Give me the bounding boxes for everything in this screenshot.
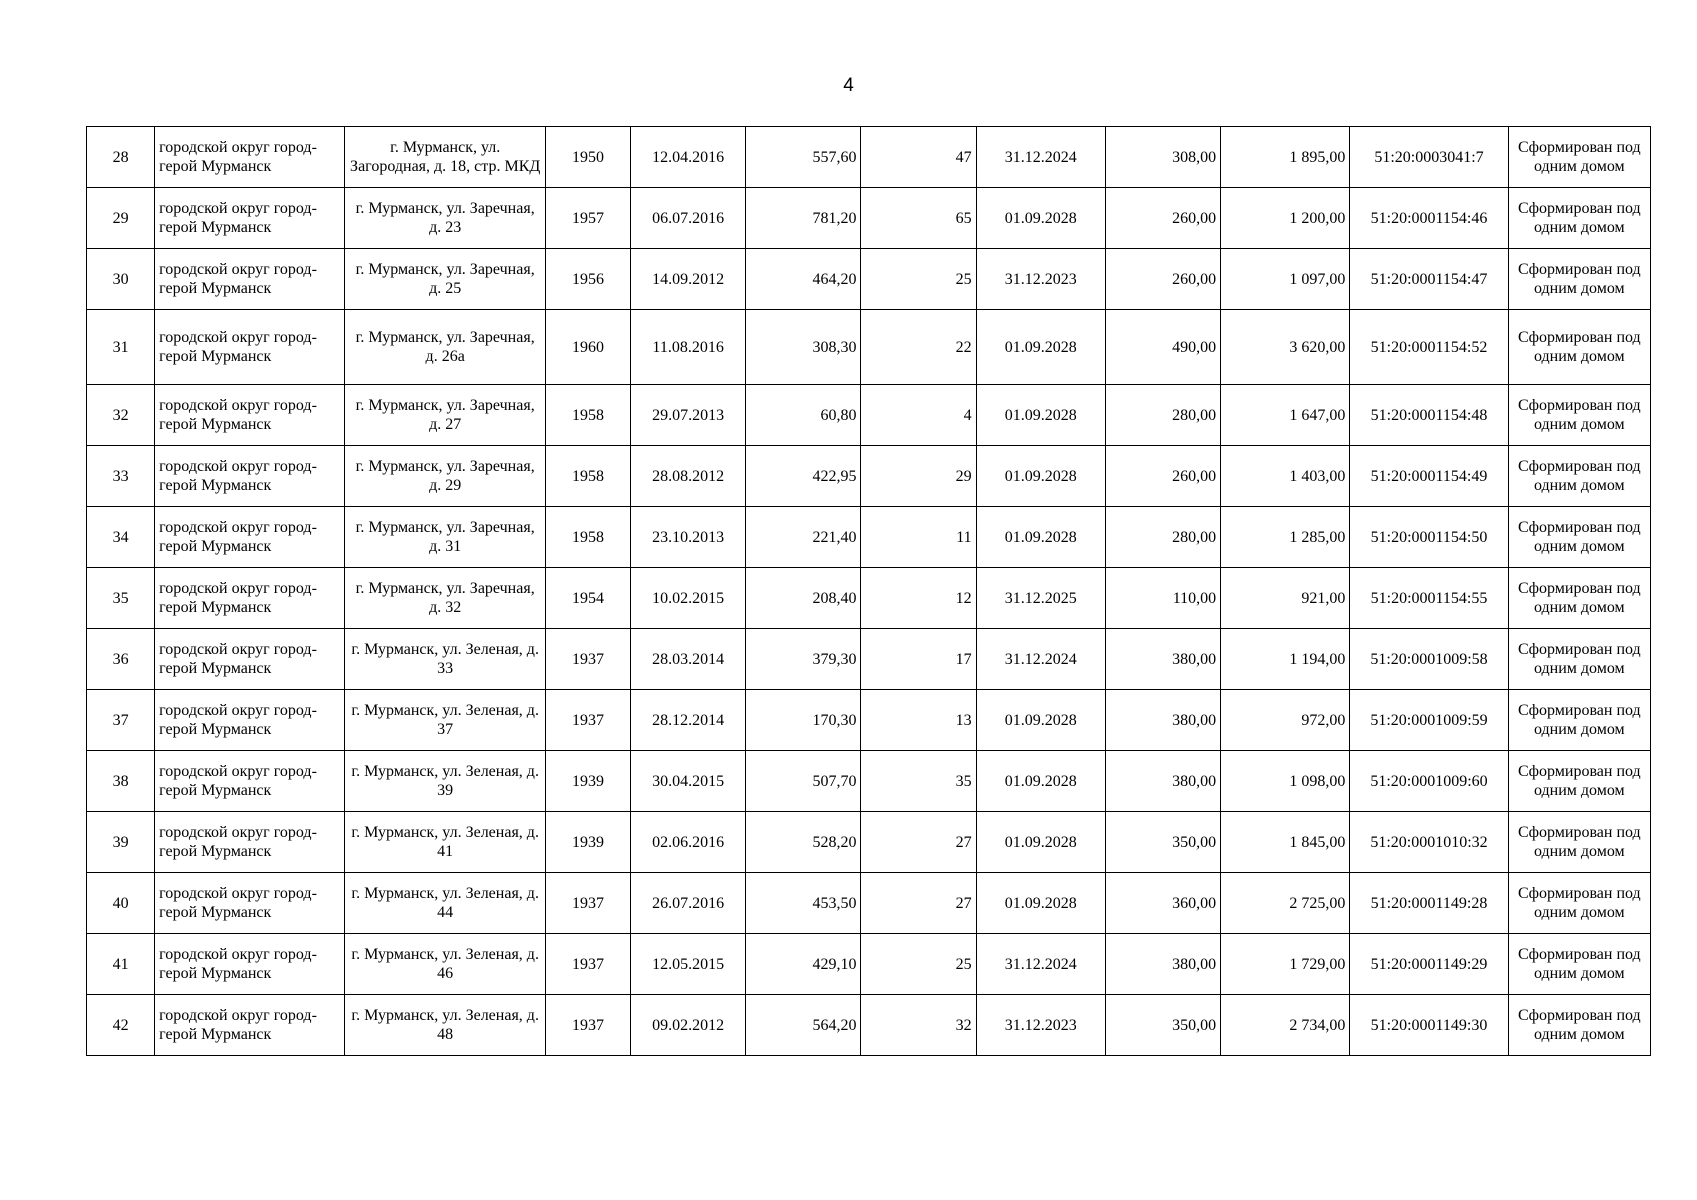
table-row [87, 629, 1651, 690]
residents-cell: 11 [861, 507, 976, 568]
area-cell: 60,80 [746, 385, 861, 446]
cadastral-number-cell: 51:20:0001154:50 [1350, 507, 1508, 568]
value2-cell: 2 725,00 [1221, 873, 1350, 934]
build-year-cell: 1956 [545, 249, 630, 310]
deadline-cell: 31.12.2023 [976, 249, 1105, 310]
area-cell: 429,10 [746, 934, 861, 995]
value2-cell: 1 845,00 [1221, 812, 1350, 873]
area-cell: 422,95 [746, 446, 861, 507]
deadline-cell: 01.09.2028 [976, 385, 1105, 446]
address-cell: г. Мурманск, ул. Заречная, д. 26а [345, 310, 545, 385]
area-cell: 453,50 [746, 873, 861, 934]
table-row [87, 446, 1651, 507]
status-cell: Сформирован под одним домом [1508, 127, 1650, 188]
date-cell: 12.05.2015 [631, 934, 746, 995]
date-cell: 10.02.2015 [631, 568, 746, 629]
status-cell: Сформирован под одним домом [1508, 751, 1650, 812]
municipality-cell: городской округ город-герой Мурманск [155, 568, 345, 629]
municipality-cell: городской округ город-герой Мурманск [155, 446, 345, 507]
residents-cell: 13 [861, 690, 976, 751]
value2-cell: 1 200,00 [1221, 188, 1350, 249]
table-row [87, 568, 1651, 629]
value1-cell: 350,00 [1105, 995, 1220, 1056]
row-number-cell: 32 [87, 385, 155, 446]
table-row [87, 995, 1651, 1056]
row-number-cell: 41 [87, 934, 155, 995]
value1-cell: 350,00 [1105, 812, 1220, 873]
area-cell: 464,20 [746, 249, 861, 310]
status-cell: Сформирован под одним домом [1508, 385, 1650, 446]
deadline-cell: 01.09.2028 [976, 873, 1105, 934]
area-cell: 379,30 [746, 629, 861, 690]
status-cell: Сформирован под одним домом [1508, 568, 1650, 629]
address-cell: г. Мурманск, ул. Зеленая, д. 41 [345, 812, 545, 873]
date-cell: 30.04.2015 [631, 751, 746, 812]
municipality-cell: городской округ город-герой Мурманск [155, 127, 345, 188]
municipality-cell: городской округ город-герой Мурманск [155, 690, 345, 751]
value1-cell: 110,00 [1105, 568, 1220, 629]
cadastral-number-cell: 51:20:0001154:46 [1350, 188, 1508, 249]
date-cell: 09.02.2012 [631, 995, 746, 1056]
date-cell: 02.06.2016 [631, 812, 746, 873]
value1-cell: 490,00 [1105, 310, 1220, 385]
cadastral-number-cell: 51:20:0001010:32 [1350, 812, 1508, 873]
residents-cell: 22 [861, 310, 976, 385]
deadline-cell: 01.09.2028 [976, 751, 1105, 812]
municipality-cell: городской округ город-герой Мурманск [155, 310, 345, 385]
value2-cell: 1 729,00 [1221, 934, 1350, 995]
municipality-cell: городской округ город-герой Мурманск [155, 188, 345, 249]
build-year-cell: 1950 [545, 127, 630, 188]
date-cell: 23.10.2013 [631, 507, 746, 568]
table-row [87, 310, 1651, 385]
address-cell: г. Мурманск, ул. Заречная, д. 31 [345, 507, 545, 568]
status-cell: Сформирован под одним домом [1508, 310, 1650, 385]
area-cell: 564,20 [746, 995, 861, 1056]
table-row [87, 873, 1651, 934]
address-cell: г. Мурманск, ул. Загородная, д. 18, стр. МКД [345, 127, 545, 188]
status-cell: Сформирован под одним домом [1508, 812, 1650, 873]
date-cell: 28.03.2014 [631, 629, 746, 690]
row-number-cell: 36 [87, 629, 155, 690]
build-year-cell: 1937 [545, 873, 630, 934]
table-row [87, 507, 1651, 568]
table-row [87, 127, 1651, 188]
status-cell: Сформирован под одним домом [1508, 507, 1650, 568]
residents-cell: 12 [861, 568, 976, 629]
status-cell: Сформирован под одним домом [1508, 249, 1650, 310]
value2-cell: 1 285,00 [1221, 507, 1350, 568]
row-number-cell: 39 [87, 812, 155, 873]
date-cell: 28.12.2014 [631, 690, 746, 751]
area-cell: 221,40 [746, 507, 861, 568]
value1-cell: 260,00 [1105, 249, 1220, 310]
value2-cell: 2 734,00 [1221, 995, 1350, 1056]
build-year-cell: 1937 [545, 629, 630, 690]
value1-cell: 260,00 [1105, 188, 1220, 249]
date-cell: 29.07.2013 [631, 385, 746, 446]
value1-cell: 380,00 [1105, 934, 1220, 995]
value1-cell: 280,00 [1105, 385, 1220, 446]
table-row [87, 690, 1651, 751]
deadline-cell: 01.09.2028 [976, 310, 1105, 385]
row-number-cell: 29 [87, 188, 155, 249]
status-cell: Сформирован под одним домом [1508, 629, 1650, 690]
residents-cell: 35 [861, 751, 976, 812]
build-year-cell: 1958 [545, 446, 630, 507]
cadastral-number-cell: 51:20:0001149:30 [1350, 995, 1508, 1056]
cadastral-number-cell: 51:20:0001149:29 [1350, 934, 1508, 995]
value2-cell: 1 647,00 [1221, 385, 1350, 446]
value1-cell: 308,00 [1105, 127, 1220, 188]
row-number-cell: 30 [87, 249, 155, 310]
cadastral-number-cell: 51:20:0001009:60 [1350, 751, 1508, 812]
address-cell: г. Мурманск, ул. Заречная, д. 23 [345, 188, 545, 249]
residents-cell: 29 [861, 446, 976, 507]
table-row [87, 751, 1651, 812]
cadastral-number-cell: 51:20:0001154:55 [1350, 568, 1508, 629]
municipality-cell: городской округ город-герой Мурманск [155, 629, 345, 690]
row-number-cell: 33 [87, 446, 155, 507]
deadline-cell: 31.12.2024 [976, 934, 1105, 995]
date-cell: 26.07.2016 [631, 873, 746, 934]
build-year-cell: 1937 [545, 690, 630, 751]
build-year-cell: 1937 [545, 934, 630, 995]
municipality-cell: городской округ город-герой Мурманск [155, 934, 345, 995]
residents-cell: 65 [861, 188, 976, 249]
address-cell: г. Мурманск, ул. Заречная, д. 25 [345, 249, 545, 310]
address-cell: г. Мурманск, ул. Зеленая, д. 37 [345, 690, 545, 751]
row-number-cell: 28 [87, 127, 155, 188]
value2-cell: 972,00 [1221, 690, 1350, 751]
status-cell: Сформирован под одним домом [1508, 690, 1650, 751]
cadastral-number-cell: 51:20:0003041:7 [1350, 127, 1508, 188]
address-cell: г. Мурманск, ул. Заречная, д. 27 [345, 385, 545, 446]
area-cell: 308,30 [746, 310, 861, 385]
status-cell: Сформирован под одним домом [1508, 995, 1650, 1056]
build-year-cell: 1939 [545, 812, 630, 873]
row-number-cell: 42 [87, 995, 155, 1056]
cadastral-number-cell: 51:20:0001154:48 [1350, 385, 1508, 446]
housing-registry-table [86, 126, 1651, 1056]
row-number-cell: 40 [87, 873, 155, 934]
cadastral-number-cell: 51:20:0001154:47 [1350, 249, 1508, 310]
deadline-cell: 01.09.2028 [976, 446, 1105, 507]
value1-cell: 360,00 [1105, 873, 1220, 934]
row-number-cell: 38 [87, 751, 155, 812]
residents-cell: 27 [861, 812, 976, 873]
deadline-cell: 01.09.2028 [976, 690, 1105, 751]
address-cell: г. Мурманск, ул. Зеленая, д. 48 [345, 995, 545, 1056]
build-year-cell: 1957 [545, 188, 630, 249]
residents-cell: 27 [861, 873, 976, 934]
deadline-cell: 31.12.2024 [976, 127, 1105, 188]
address-cell: г. Мурманск, ул. Зеленая, д. 44 [345, 873, 545, 934]
value2-cell: 1 194,00 [1221, 629, 1350, 690]
deadline-cell: 31.12.2023 [976, 995, 1105, 1056]
table-row [87, 385, 1651, 446]
value2-cell: 1 403,00 [1221, 446, 1350, 507]
cadastral-number-cell: 51:20:0001149:28 [1350, 873, 1508, 934]
address-cell: г. Мурманск, ул. Заречная, д. 29 [345, 446, 545, 507]
table-row [87, 812, 1651, 873]
value1-cell: 280,00 [1105, 507, 1220, 568]
value2-cell: 3 620,00 [1221, 310, 1350, 385]
value1-cell: 260,00 [1105, 446, 1220, 507]
residents-cell: 4 [861, 385, 976, 446]
residents-cell: 47 [861, 127, 976, 188]
status-cell: Сформирован под одним домом [1508, 873, 1650, 934]
build-year-cell: 1954 [545, 568, 630, 629]
address-cell: г. Мурманск, ул. Зеленая, д. 33 [345, 629, 545, 690]
cadastral-number-cell: 51:20:0001009:59 [1350, 690, 1508, 751]
table-row [87, 188, 1651, 249]
value1-cell: 380,00 [1105, 629, 1220, 690]
address-cell: г. Мурманск, ул. Заречная, д. 32 [345, 568, 545, 629]
municipality-cell: городской округ город-герой Мурманск [155, 873, 345, 934]
address-cell: г. Мурманск, ул. Зеленая, д. 39 [345, 751, 545, 812]
area-cell: 170,30 [746, 690, 861, 751]
date-cell: 11.08.2016 [631, 310, 746, 385]
row-number-cell: 35 [87, 568, 155, 629]
municipality-cell: городской округ город-герой Мурманск [155, 995, 345, 1056]
build-year-cell: 1939 [545, 751, 630, 812]
status-cell: Сформирован под одним домом [1508, 934, 1650, 995]
residents-cell: 25 [861, 934, 976, 995]
date-cell: 12.04.2016 [631, 127, 746, 188]
date-cell: 28.08.2012 [631, 446, 746, 507]
municipality-cell: городской округ город-герой Мурманск [155, 812, 345, 873]
build-year-cell: 1958 [545, 385, 630, 446]
residents-cell: 32 [861, 995, 976, 1056]
cadastral-number-cell: 51:20:0001154:52 [1350, 310, 1508, 385]
deadline-cell: 01.09.2028 [976, 188, 1105, 249]
area-cell: 507,70 [746, 751, 861, 812]
build-year-cell: 1958 [545, 507, 630, 568]
table-row [87, 934, 1651, 995]
area-cell: 208,40 [746, 568, 861, 629]
build-year-cell: 1937 [545, 995, 630, 1056]
row-number-cell: 37 [87, 690, 155, 751]
value1-cell: 380,00 [1105, 690, 1220, 751]
status-cell: Сформирован под одним домом [1508, 188, 1650, 249]
table-row [87, 249, 1651, 310]
row-number-cell: 31 [87, 310, 155, 385]
municipality-cell: городской округ город-герой Мурманск [155, 249, 345, 310]
municipality-cell: городской округ город-герой Мурманск [155, 751, 345, 812]
cadastral-number-cell: 51:20:0001154:49 [1350, 446, 1508, 507]
municipality-cell: городской округ город-герой Мурманск [155, 385, 345, 446]
cadastral-number-cell: 51:20:0001009:58 [1350, 629, 1508, 690]
deadline-cell: 31.12.2025 [976, 568, 1105, 629]
municipality-cell: городской округ город-герой Мурманск [155, 507, 345, 568]
build-year-cell: 1960 [545, 310, 630, 385]
value2-cell: 921,00 [1221, 568, 1350, 629]
deadline-cell: 01.09.2028 [976, 812, 1105, 873]
table-body [87, 127, 1651, 1056]
address-cell: г. Мурманск, ул. Зеленая, д. 46 [345, 934, 545, 995]
page-number: 4 [843, 75, 854, 96]
deadline-cell: 31.12.2024 [976, 629, 1105, 690]
value2-cell: 1 098,00 [1221, 751, 1350, 812]
area-cell: 781,20 [746, 188, 861, 249]
value2-cell: 1 895,00 [1221, 127, 1350, 188]
value2-cell: 1 097,00 [1221, 249, 1350, 310]
residents-cell: 17 [861, 629, 976, 690]
deadline-cell: 01.09.2028 [976, 507, 1105, 568]
residents-cell: 25 [861, 249, 976, 310]
row-number-cell: 34 [87, 507, 155, 568]
date-cell: 14.09.2012 [631, 249, 746, 310]
date-cell: 06.07.2016 [631, 188, 746, 249]
value1-cell: 380,00 [1105, 751, 1220, 812]
area-cell: 557,60 [746, 127, 861, 188]
status-cell: Сформирован под одним домом [1508, 446, 1650, 507]
area-cell: 528,20 [746, 812, 861, 873]
